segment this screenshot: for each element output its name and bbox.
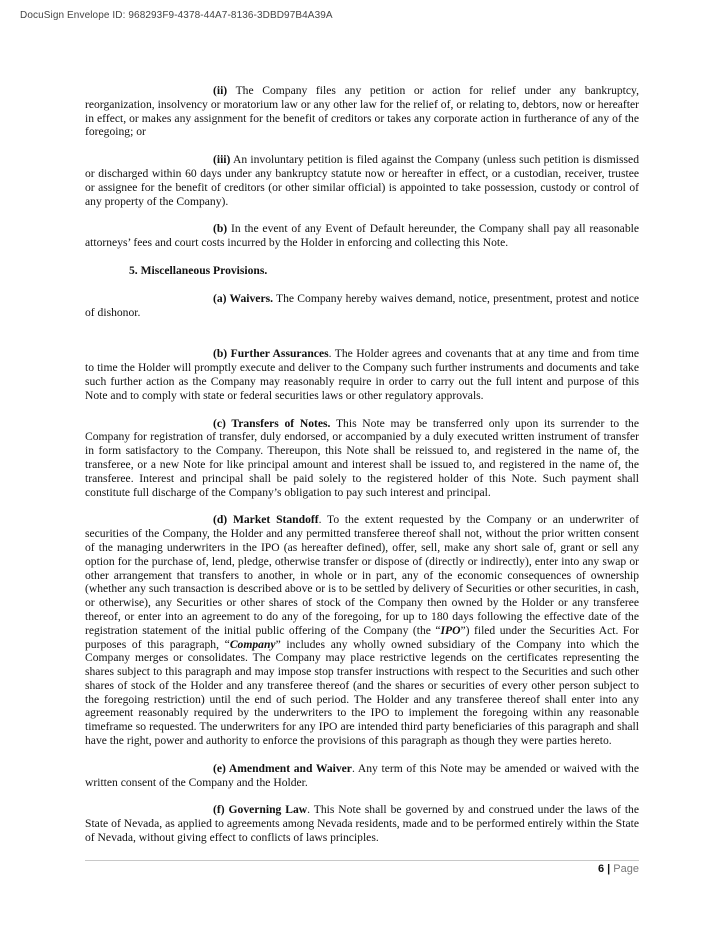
page-footer [598,863,639,875]
clause-text: . This Note shall be governed by and construed under the laws of the State of Nevada, as applied to agreements among Nevada residents, made and to be performed entirely within the State of Nevada, without giving effect to conflicts of laws principles. [85,803,639,845]
clause-label: (ii) [213,84,228,97]
clause-label: (f) Governing Law [213,803,308,817]
paragraph-governing-law [85,803,639,844]
clause-label: (iii) [213,153,231,167]
section-heading: 5. Miscellaneous Provisions. [129,263,268,277]
defined-term-ipo: IPO [440,623,461,637]
clause-text: In the event of any Event of Default hereunder, the Company shall pay all reasonable attorneys’ fees and court costs incurred by the Holder in enforcing and collecting this Note. [85,222,639,250]
defined-term-company: Company [229,637,276,651]
clause-text: The Company hereby waives demand, notice, presentment, protest and notice of dishonor. [85,291,639,319]
paragraph-iii [85,153,639,208]
paragraph-further-assurances [85,347,639,402]
footer-divider [85,860,639,861]
page-label: Page [613,863,639,875]
clause-label: (d) Market Standoff [213,513,319,527]
paragraph-b [85,222,639,250]
clause-text: This Note may be transferred only upon its surrender to the Company for registration of transfer, duly endorsed, or accompanied by a duly executed written instrument of transfer in form satisfactory to the Company. Thereupon, this Note shall be reissued to, and registered in the name of, the transferee, or a new Note for like principal amount and interest shall be issued to, and registered in the name of, the transferee. Interest and principal shall be paid solely to the registered holder of this Note. Such payment shall constitute full discharge of the Company’s obligation to pay such interest and principal. [85,416,639,499]
clause-text: . Any term of this Note may be amended or waived with the written consent of the Company and the Holder. [85,761,639,789]
clause-label: (b) Further Assurances [213,347,329,361]
clause-label: (c) Transfers of Notes. [213,416,331,430]
clause-text: ”) filed under the Securities Act. For purposes of this paragraph, “ [85,623,639,651]
document-body [85,84,639,859]
clause-text: . To the extent requested by the Company or an underwriter of securities of the Company, the Holder and any permitted transferee thereof shall not, without the prior written consent of the managing underwriters in the IPO (as hereafter defined), offer, sell, make any short sale of, grant or sell any option for the purchase of, lend, pledge, otherwise transfer or dispose of (directly or indirectly), enter into any swap or other arrangement that transfers to another, in whole or in part, any of the economic consequences of ownership (whether any such transaction is described above or is to be settled by delivery of Securities or other securities, in cash, or otherwise), any Securities or other shares of stock of the Company then owned by the Holder or any transferee thereof, or enter into an agreement to do any of the foregoing, for up to 180 days following the effective date of the registration statement of the initial public offering of the Company (the “ [85,513,640,637]
clause-label: (e) Amendment and Waiver [213,761,352,775]
paragraph-ii [85,84,639,139]
clause-label: (a) Waivers. [213,291,274,305]
clause-label: (b) [213,222,228,236]
paragraph-market-standoff [85,513,639,748]
clause-text: An involuntary petition is filed against the Company (unless such petition is dismissed or discharged within 60 days under any bankruptcy statute now or hereafter in effect, or a custodian, receiver, trustee or assignee for the benefit of creditors (or other similar official) is appointed to take possession, custody or control of any property of the Company). [85,153,639,208]
page-number: 6 [597,863,605,875]
footer-separator: | [607,863,611,875]
clause-text: The Company files any petition or action for relief under any bankruptcy, reorganization, insolvency or moratorium law or any other law for the relief of, or relating to, debtors, now or hereafter in effect, or makes any assignment for the benefit of creditors or takes any corporate action in furtherance of any of the foregoing; or [85,84,639,139]
clause-text: . The Holder agrees and covenants that at any time and from time to time the Holder will promptly execute and deliver to the Company such further instruments and documents and take such further action as the Company may reasonably require in order to carry out the full intent and purpose of this Note and to comply with state or federal securities laws or other regulatory approvals. [85,347,640,402]
docusign-envelope-id: DocuSign Envelope ID: 968293F9-4378-44A7-8136-3DBD97B4A39A [20,10,333,21]
paragraph-waivers [85,292,639,320]
clause-text: ” includes any wholly owned subsidiary of the Company into which the Company merges or consolidates. The Company may place restrictive legends on the certificates representing the shares subject to this paragraph and may impose stop transfer instructions with respect to the Securities and such other shares of stock of the Holder and any transferee thereof (and the shares or securities of every other person subject to the foregoing restriction) until the end of such period. The Holder and any transferee thereof shall enter into any agreement reasonably required by the underwriters to the IPO to implement the foregoing within any reasonable timeframe so requested. The underwriters for any IPO are intended third party beneficiaries of this paragraph and shall have the right, power and authority to enforce the provisions of this paragraph as though they were parties hereto. [85,637,639,748]
paragraph-transfers [85,417,639,500]
paragraph-amendment [85,762,639,790]
